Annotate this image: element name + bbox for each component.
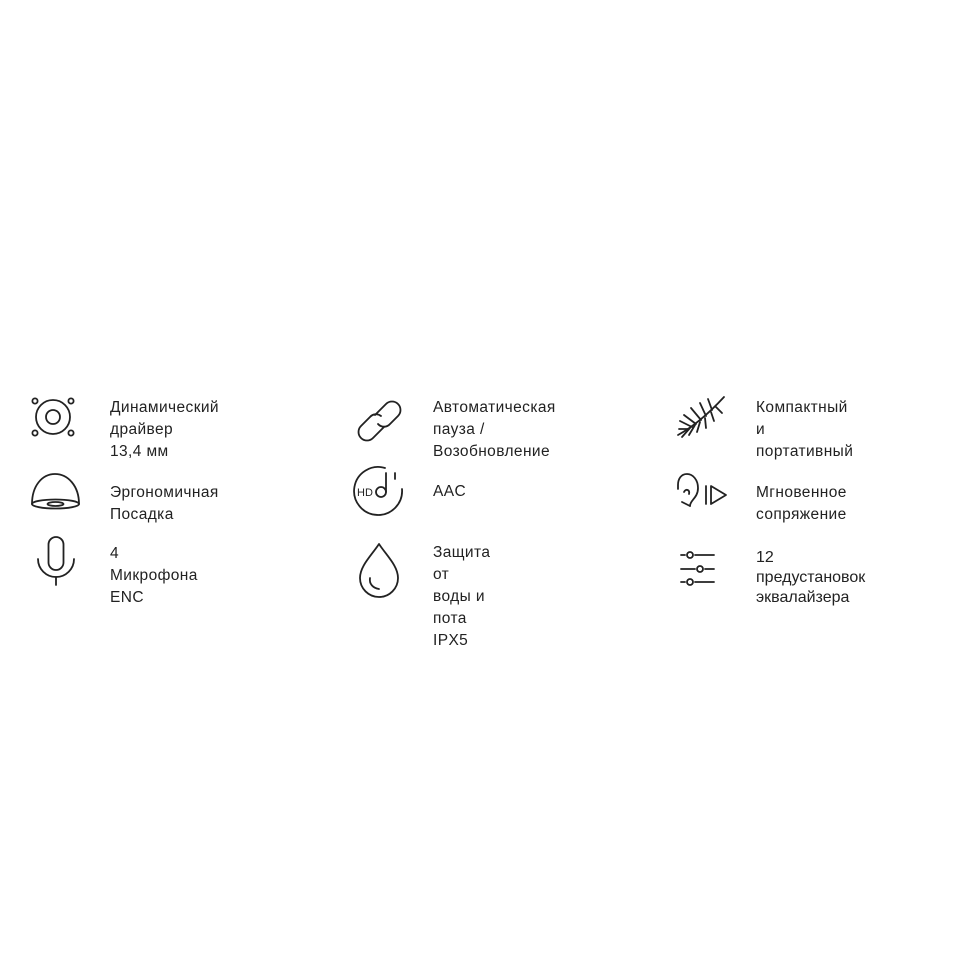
branch-icon bbox=[676, 393, 732, 449]
chain-link-icon bbox=[353, 393, 409, 449]
microphone-icon bbox=[30, 535, 86, 591]
equalizer-sliders-icon bbox=[676, 548, 732, 604]
ear-tip-icon bbox=[30, 470, 86, 526]
svg-text:HD: HD bbox=[357, 487, 373, 499]
hd-music-icon bbox=[353, 465, 409, 521]
feature-label: Эргономичная Посадка bbox=[110, 484, 219, 523]
speaker-driver-icon bbox=[30, 393, 86, 449]
water-drop-icon bbox=[353, 542, 409, 598]
feature-label: Компактный и портативный bbox=[756, 399, 854, 460]
ear-play-icon bbox=[676, 470, 732, 526]
feature-label: 12 предустановок эквалайзера bbox=[756, 549, 866, 606]
feature-label: AAC bbox=[433, 483, 467, 500]
feature-label: Автоматическая пауза / Возобновление bbox=[433, 399, 556, 460]
feature-label: Мгновенное сопряжение bbox=[756, 484, 847, 523]
feature-label: 4 Микрофона ENC bbox=[110, 545, 198, 606]
feature-label: Динамический драйвер 13,4 мм bbox=[110, 399, 219, 460]
feature-label: Защита от воды и пота IPX5 bbox=[433, 544, 491, 649]
